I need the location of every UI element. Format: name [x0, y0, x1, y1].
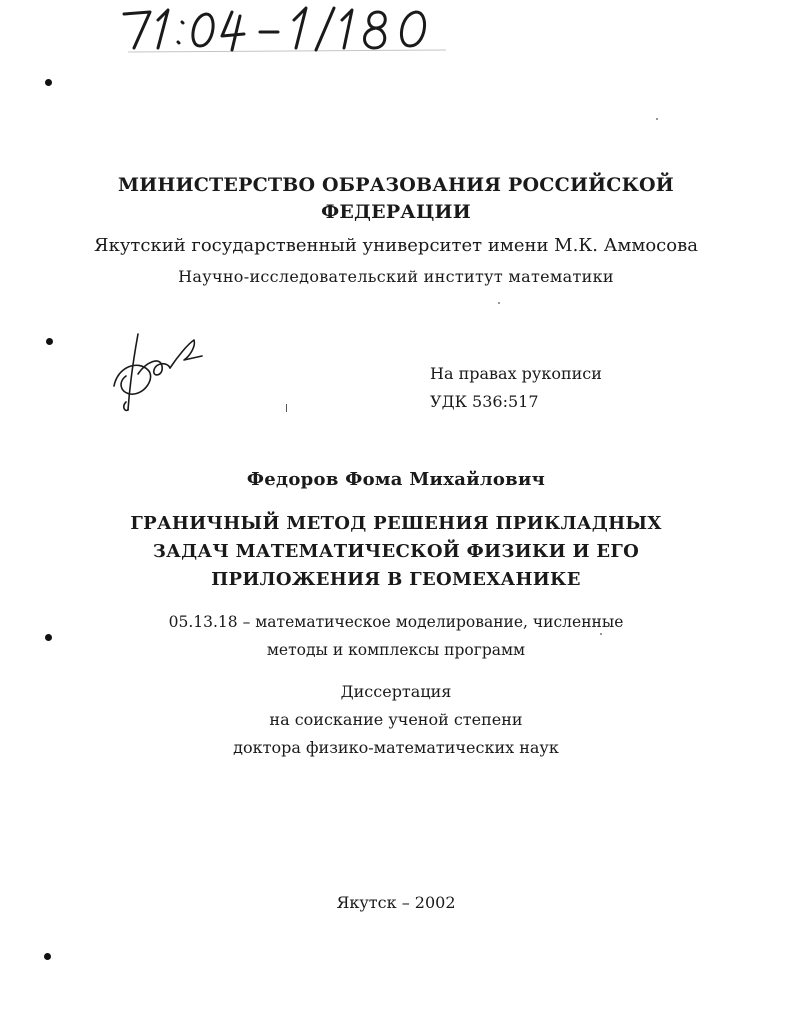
archive-code-handwritten	[120, 2, 450, 54]
specialty-block	[0, 608, 792, 664]
scan-speck	[656, 118, 658, 120]
university-name: Якутский государственный университет имени М.К. Аммосова	[94, 235, 698, 256]
binding-hole-icon	[45, 79, 52, 86]
title-line-1: ГРАНИЧНЫЙ МЕТОД РЕШЕНИЯ ПРИКЛАДНЫХ	[130, 513, 662, 534]
specialty-line-2: методы и комплексы программ	[266, 641, 526, 659]
specialty-line-1: 05.13.18 – математическое моделирование, численные	[168, 613, 624, 631]
author-name: Федоров Фома Михайлович	[246, 469, 546, 490]
ministry-line-2: ФЕДЕРАЦИИ	[321, 201, 471, 223]
dissertation-title	[0, 510, 792, 594]
dissertation-line-2: на соискание ученой степени	[269, 710, 523, 729]
dissertation-line-1: Диссертация	[340, 682, 452, 701]
institute-name: Научно-исследовательский институт математики	[178, 267, 614, 286]
dissertation-block	[0, 678, 792, 762]
udc-code: УДК 536:517	[430, 392, 539, 411]
rights-block	[430, 360, 602, 416]
dissertation-line-3: доктора физико-математических наук	[233, 738, 559, 757]
manuscript-note: На правах рукописи	[430, 364, 602, 383]
city-year: Якутск – 2002	[336, 893, 456, 912]
scan-mark	[286, 404, 287, 412]
binding-hole-icon	[44, 953, 51, 960]
ministry-line-1: МИНИСТЕРСТВО ОБРАЗОВАНИЯ РОССИЙСКОЙ	[118, 174, 674, 196]
binding-hole-icon	[46, 338, 53, 345]
ministry-heading	[0, 172, 792, 226]
title-line-2: ЗАДАЧ МАТЕМАТИЧЕСКОЙ ФИЗИКИ И ЕГО	[152, 541, 640, 562]
title-line-3: ПРИЛОЖЕНИЯ В ГЕОМЕХАНИКЕ	[211, 569, 581, 590]
scan-speck	[498, 302, 500, 304]
signature-icon	[108, 326, 212, 418]
